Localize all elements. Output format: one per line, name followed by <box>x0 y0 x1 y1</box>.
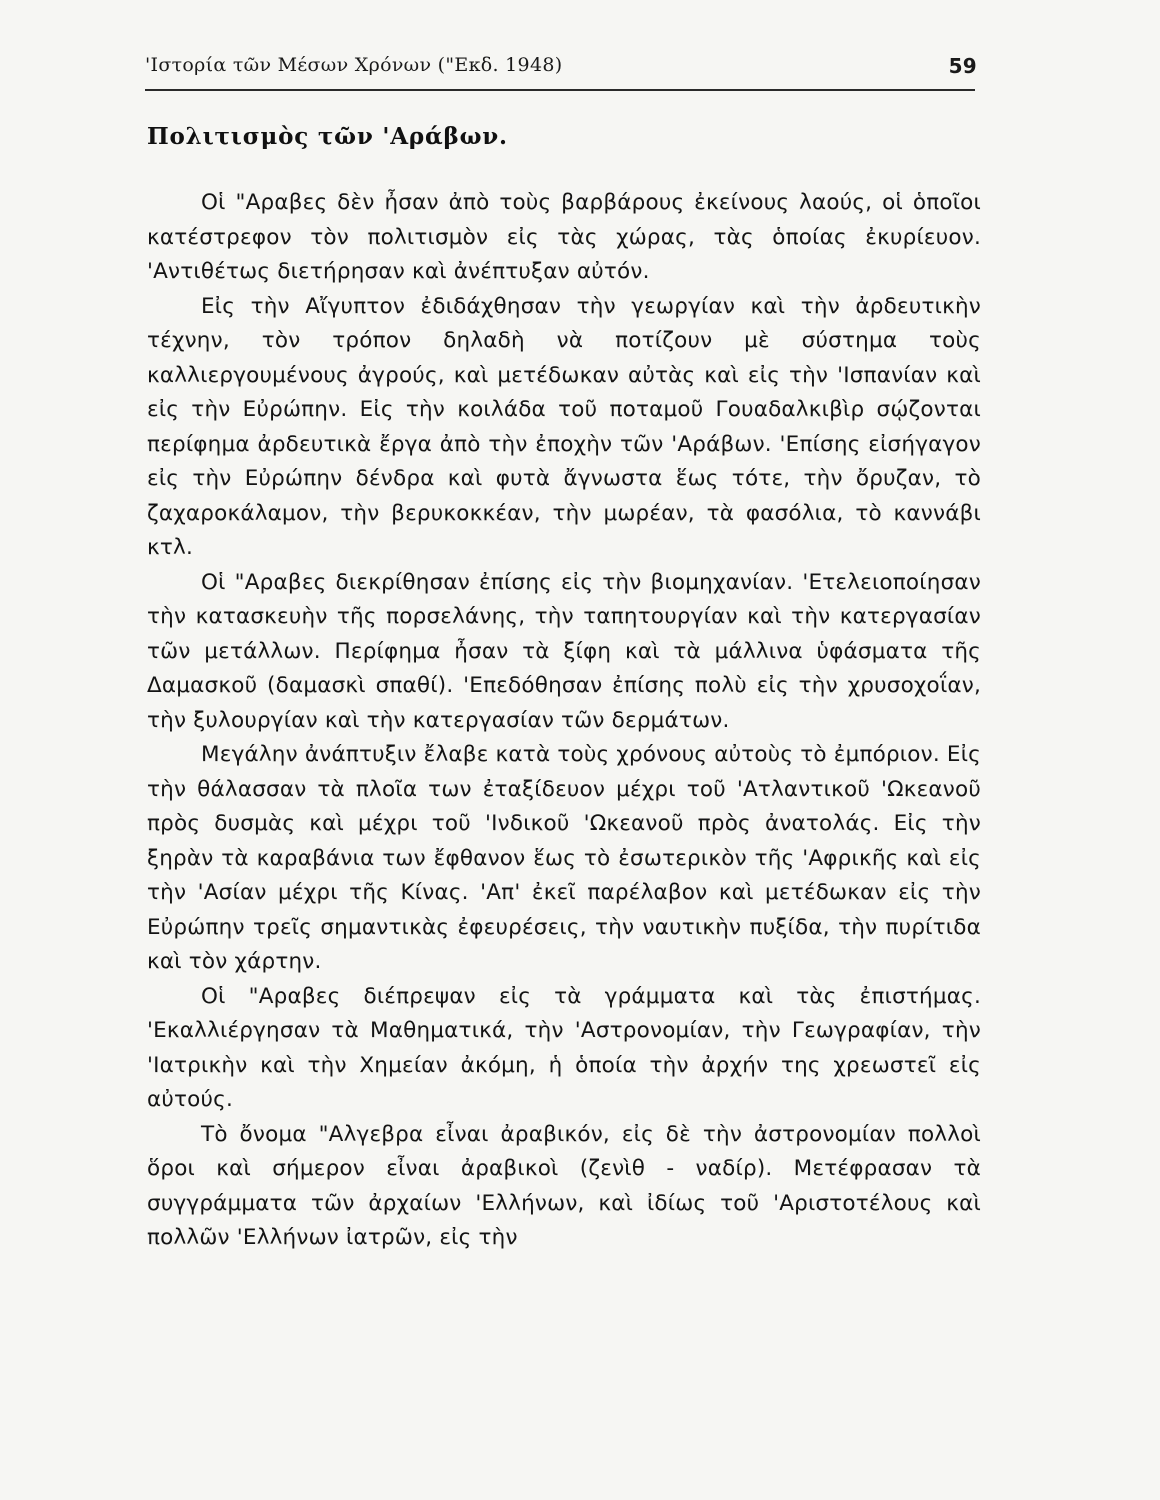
header-rule <box>145 89 975 91</box>
running-header <box>145 54 977 90</box>
section-title: Πολιτισμὸς τῶν 'Αράβων. <box>147 123 508 150</box>
body-text <box>147 186 981 1256</box>
running-title: 'Ιστορία τῶν Μέσων Χρόνων ("Εκδ. 1948) <box>145 54 563 76</box>
paragraph: Οἱ "Αραβες διέπρεψαν εἰς τὰ γράμματα καὶ τὰς ἐπιστήμας. 'Εκαλλιέργησαν τὰ Μαθηματικά, τὴν 'Αστρονομίαν, τὴν Γεωγραφίαν, τὴν 'Ιατρικὴν καὶ τὴν Χημείαν ἀκόμη, ἡ ὁποία τὴν ἀρχήν της χρεωστεῖ εἰς αὐτούς. <box>147 983 981 1112</box>
paragraph: Οἱ "Αραβες διεκρίθησαν ἐπίσης εἰς τὴν βιομηχανίαν. 'Ετελειοποίησαν τὴν κατασκευὴν τῆς πορσελάνης, τὴν ταπητουργίαν καὶ τὴν κατεργασίαν τῶν μετάλλων. Περίφημα ἦσαν τὰ ξίφη καὶ τὰ μάλλινα ὑφάσματα τῆς Δαμασκοῦ (δαμασκὶ σπαθί). 'Επεδόθησαν ἐπίσης πολὺ εἰς τὴν χρυσοχοΐαν, τὴν ξυλουργίαν καὶ τὴν κατεργασίαν τῶν δερμάτων. <box>147 569 981 733</box>
paragraph: Μεγάλην ἀνάπτυξιν ἔλαβε κατὰ τοὺς χρόνους αὐτοὺς τὸ ἐμπόριον. Εἰς τὴν θάλασσαν τὰ πλοῖα των ἐταξίδευον μέχρι τοῦ 'Ατλαντικοῦ 'Ωκεανοῦ πρὸς δυσμὰς καὶ μέχρι τοῦ 'Ινδικοῦ 'Ωκεανοῦ πρὸς ἀνατολάς. Εἰς τὴν ξηρὰν τὰ καραβάνια των ἔφθανον ἕως τὸ ἐσωτερικὸν τῆς 'Αφρικῆς καὶ εἰς τὴν 'Ασίαν μέχρι τῆς Κίνας. 'Απ' ἐκεῖ παρέλαβον καὶ μετέδωκαν εἰς τὴν Εὐρώπην τρεῖς σημαντικὰς ἐφευρέσεις, τὴν ναυτικὴν πυξίδα, τὴν πυρίτιδα καὶ τὸν χάρτην. <box>147 742 981 974</box>
paragraph: Οἱ "Αραβες δὲν ἦσαν ἀπὸ τοὺς βαρβάρους ἐκείνους λαούς, οἱ ὁποῖοι κατέστρεφον τὸν πολιτισμὸν εἰς τὰς χώρας, τὰς ὁποίας ἐκυρίευον. 'Αντιθέτως διετήρησαν καὶ ἀνέπτυξαν αὐτόν. <box>147 190 981 284</box>
paragraph: Εἰς τὴν Αἴγυπτον ἐδιδάχθησαν τὴν γεωργίαν καὶ τὴν ἀρδευτικὴν τέχνην, τὸν τρόπον δηλαδὴ νὰ ποτίζουν μὲ σύστημα τοὺς καλλιεργουμένους ἀγρούς, καὶ μετέδωκαν αὐτὰς καὶ εἰς τὴν 'Ισπανίαν καὶ εἰς τὴν Εὐρώπην. Εἰς τὴν κοιλάδα τοῦ ποταμοῦ Γουαδαλκιβὶρ σῴζονται περίφημα ἀρδευτικὰ ἔργα ἀπὸ τὴν ἐποχὴν τῶν 'Αράβων. 'Επίσης εἰσήγαγον εἰς τὴν Εὐρώπην δένδρα καὶ φυτὰ ἄγνωστα ἕως τότε, τὴν ὄρυζαν, τὸ ζαχαροκάλαμον, τὴν βερυκοκκέαν, τὴν μωρέαν, τὰ φασόλια, τὸ καννάβι κτλ. <box>147 293 981 560</box>
paragraph: Τὸ ὄνομα "Αλγεβρα εἶναι ἀραβικόν, εἰς δὲ τὴν ἀστρονομίαν πολλοὶ ὅροι καὶ σήμερον εἶναι ἀραβικοὶ (ζενὶθ - ναδίρ). Μετέφρασαν τὰ συγγράμματα τῶν ἀρχαίων 'Ελλήνων, καὶ ἰδίως τοῦ 'Αριστοτέλους καὶ πολλῶν 'Ελλήνων ἰατρῶν, εἰς τὴν <box>147 1121 981 1250</box>
page-number: 59 <box>948 54 977 78</box>
